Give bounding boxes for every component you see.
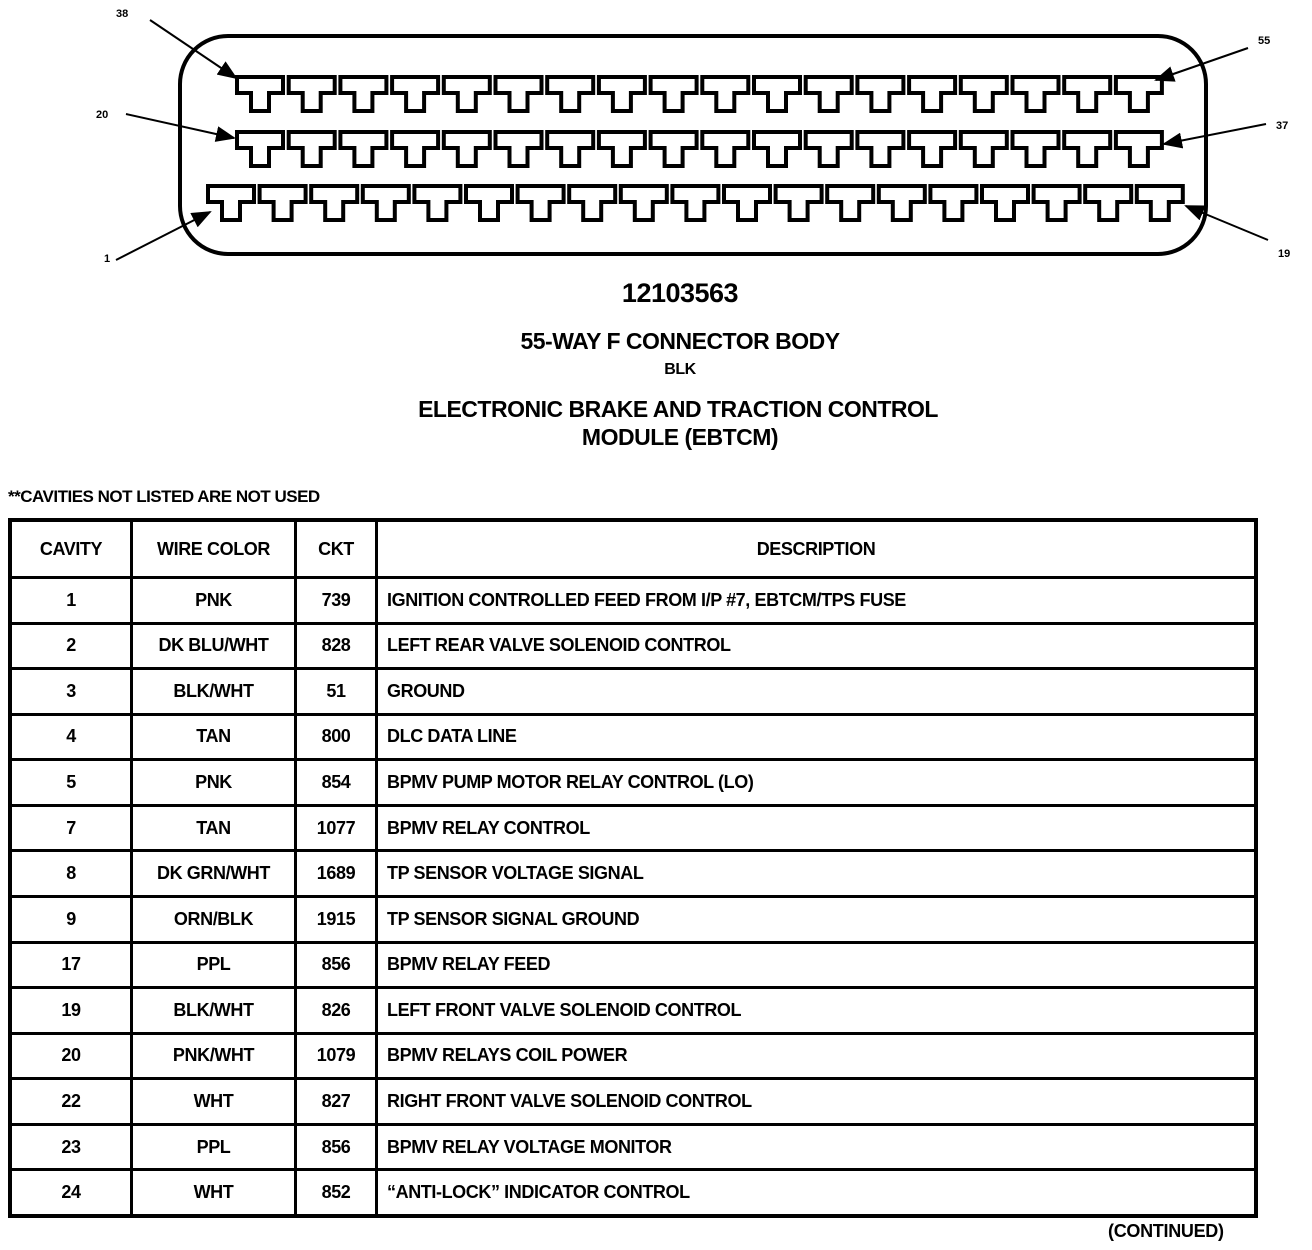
cavity-pin-32 xyxy=(857,132,903,166)
cavity-pin-20 xyxy=(237,132,283,166)
ckt-cell: 854 xyxy=(296,760,377,806)
wire-color-cell: TAN xyxy=(132,714,296,760)
cavity-pin-31 xyxy=(806,132,852,166)
ckt-cell: 739 xyxy=(296,578,377,624)
connector-color: BLK xyxy=(664,361,696,378)
pin-label-55: 55 xyxy=(1258,35,1271,47)
cavity-table xyxy=(8,518,1258,1218)
table-row xyxy=(10,805,1256,851)
ckt-cell: 51 xyxy=(296,669,377,715)
cavity-pin-44 xyxy=(547,77,593,111)
connector-pins xyxy=(208,77,1183,220)
cavity-pin-39 xyxy=(289,77,335,111)
cavity-cell: 3 xyxy=(10,669,132,715)
cavity-pin-42 xyxy=(444,77,490,111)
cavity-pin-53 xyxy=(1013,77,1059,111)
cavity-pin-45 xyxy=(599,77,645,111)
cavity-pin-16 xyxy=(982,186,1028,220)
pin-label-38: 38 xyxy=(116,8,129,20)
description-cell: GROUND xyxy=(377,669,1257,715)
ckt-cell: 828 xyxy=(296,623,377,669)
cavity-pin-48 xyxy=(754,77,800,111)
cavity-pin-15 xyxy=(930,186,976,220)
cavity-pin-17 xyxy=(1034,186,1080,220)
description-cell: TP SENSOR VOLTAGE SIGNAL xyxy=(377,851,1257,897)
ckt-cell: 856 xyxy=(296,942,377,988)
cavity-cell: 24 xyxy=(10,1170,132,1216)
cavity-pin-34 xyxy=(961,132,1007,166)
cavity-pin-11 xyxy=(724,186,770,220)
table-row xyxy=(10,669,1256,715)
cavity-pin-19 xyxy=(1137,186,1183,220)
table-row xyxy=(10,988,1256,1034)
description-cell: BPMV RELAY VOLTAGE MONITOR xyxy=(377,1124,1257,1170)
cavity-pin-29 xyxy=(702,132,748,166)
column-header-ckt: CKT xyxy=(296,520,377,578)
cavity-pin-43 xyxy=(496,77,542,111)
cavity-pin-27 xyxy=(599,132,645,166)
cavity-pin-28 xyxy=(651,132,697,166)
cavity-pin-25 xyxy=(496,132,542,166)
wire-color-cell: BLK/WHT xyxy=(132,669,296,715)
cavity-pin-23 xyxy=(392,132,438,166)
pin-label-19: 19 xyxy=(1278,248,1291,260)
description-cell: LEFT FRONT VALVE SOLENOID CONTROL xyxy=(377,988,1257,1034)
cavity-cell: 5 xyxy=(10,760,132,806)
cavity-cell: 9 xyxy=(10,896,132,942)
ckt-cell: 852 xyxy=(296,1170,377,1216)
cavity-pin-55 xyxy=(1116,77,1162,111)
part-number: 12103563 xyxy=(621,278,739,308)
wire-color-cell: TAN xyxy=(132,805,296,851)
cavity-cell: 4 xyxy=(10,714,132,760)
table-row xyxy=(10,1079,1256,1125)
cavity-pin-4 xyxy=(363,186,409,220)
column-header-description: DESCRIPTION xyxy=(377,520,1257,578)
cavity-pin-10 xyxy=(672,186,718,220)
wire-color-cell: BLK/WHT xyxy=(132,988,296,1034)
continued-note: (CONTINUED) xyxy=(1108,1221,1224,1241)
cavity-pin-12 xyxy=(776,186,822,220)
table-row xyxy=(10,1170,1256,1216)
table-row xyxy=(10,1033,1256,1079)
ckt-cell: 856 xyxy=(296,1124,377,1170)
description-cell: IGNITION CONTROLLED FEED FROM I/P #7, EBTCM/TPS FUSE xyxy=(377,578,1257,624)
cavity-cell: 2 xyxy=(10,623,132,669)
cavity-pin-49 xyxy=(806,77,852,111)
ckt-cell: 800 xyxy=(296,714,377,760)
cavity-pin-9 xyxy=(621,186,667,220)
module-title-line2: MODULE (EBTCM) xyxy=(581,424,779,450)
cavity-pin-8 xyxy=(569,186,615,220)
wire-color-cell: DK BLU/WHT xyxy=(132,623,296,669)
cavity-pin-38 xyxy=(237,77,283,111)
table-row xyxy=(10,760,1256,806)
wire-color-cell: ORN/BLK xyxy=(132,896,296,942)
table-row xyxy=(10,942,1256,988)
ckt-cell: 1079 xyxy=(296,1033,377,1079)
ckt-cell: 1915 xyxy=(296,896,377,942)
cavity-pin-30 xyxy=(754,132,800,166)
cavity-pin-37 xyxy=(1116,132,1162,166)
cavity-cell: 23 xyxy=(10,1124,132,1170)
ckt-cell: 827 xyxy=(296,1079,377,1125)
unused-cavities-note: **CAVITIES NOT LISTED ARE NOT USED xyxy=(8,487,320,506)
description-cell: RIGHT FRONT VALVE SOLENOID CONTROL xyxy=(377,1079,1257,1125)
cavity-pin-13 xyxy=(827,186,873,220)
description-cell: TP SENSOR SIGNAL GROUND xyxy=(377,896,1257,942)
table-row xyxy=(10,578,1256,624)
cavity-pin-41 xyxy=(392,77,438,111)
wire-color-cell: PPL xyxy=(132,942,296,988)
cavity-pin-47 xyxy=(702,77,748,111)
column-header-wire-color: WIRE COLOR xyxy=(132,520,296,578)
table-row xyxy=(10,714,1256,760)
cavity-pin-46 xyxy=(651,77,697,111)
connector-body-title: 55-WAY F CONNECTOR BODY xyxy=(520,328,840,354)
cavity-pin-35 xyxy=(1013,132,1059,166)
cavity-pin-7 xyxy=(518,186,564,220)
wire-color-cell: WHT xyxy=(132,1170,296,1216)
wire-color-cell: DK GRN/WHT xyxy=(132,851,296,897)
column-header-cavity: CAVITY xyxy=(10,520,132,578)
cavity-pin-5 xyxy=(414,186,460,220)
table-row xyxy=(10,623,1256,669)
pin-label-1: 1 xyxy=(104,253,111,265)
description-cell: LEFT REAR VALVE SOLENOID CONTROL xyxy=(377,623,1257,669)
table-row xyxy=(10,1124,1256,1170)
pin-37-leader xyxy=(1164,124,1266,144)
cavity-pin-1 xyxy=(208,186,254,220)
cavity-pin-2 xyxy=(260,186,306,220)
pin-55-leader xyxy=(1156,48,1248,80)
description-cell: BPMV RELAYS COIL POWER xyxy=(377,1033,1257,1079)
wire-color-cell: PPL xyxy=(132,1124,296,1170)
cavity-pin-40 xyxy=(340,77,386,111)
wire-color-cell: PNK xyxy=(132,760,296,806)
wire-color-cell: WHT xyxy=(132,1079,296,1125)
pin-label-20: 20 xyxy=(96,109,109,121)
cavity-pin-6 xyxy=(466,186,512,220)
ckt-cell: 1077 xyxy=(296,805,377,851)
pin-38-leader xyxy=(150,20,236,78)
cavity-pin-36 xyxy=(1064,132,1110,166)
cavity-cell: 1 xyxy=(10,578,132,624)
pin-1-leader xyxy=(116,212,210,260)
cavity-pin-54 xyxy=(1064,77,1110,111)
cavity-cell: 19 xyxy=(10,988,132,1034)
cavity-cell: 22 xyxy=(10,1079,132,1125)
table-header-row xyxy=(10,520,1256,578)
cavity-pin-50 xyxy=(857,77,903,111)
wire-color-cell: PNK xyxy=(132,578,296,624)
cavity-pin-3 xyxy=(311,186,357,220)
cavity-cell: 17 xyxy=(10,942,132,988)
table-row xyxy=(10,896,1256,942)
cavity-pin-22 xyxy=(340,132,386,166)
pin-label-37: 37 xyxy=(1276,120,1289,132)
cavity-pin-52 xyxy=(961,77,1007,111)
cavity-cell: 8 xyxy=(10,851,132,897)
cavity-cell: 7 xyxy=(10,805,132,851)
cavity-pin-14 xyxy=(879,186,925,220)
connector-diagram xyxy=(0,0,1312,280)
cavity-pin-18 xyxy=(1085,186,1131,220)
ckt-cell: 826 xyxy=(296,988,377,1034)
cavity-cell: 20 xyxy=(10,1033,132,1079)
cavity-pin-26 xyxy=(547,132,593,166)
cavity-pin-51 xyxy=(909,77,955,111)
cavity-pin-21 xyxy=(289,132,335,166)
module-title-line1: ELECTRONIC BRAKE AND TRACTION CONTROL xyxy=(418,396,938,422)
description-cell: BPMV RELAY CONTROL xyxy=(377,805,1257,851)
ckt-cell: 1689 xyxy=(296,851,377,897)
description-cell: BPMV RELAY FEED xyxy=(377,942,1257,988)
description-cell: BPMV PUMP MOTOR RELAY CONTROL (LO) xyxy=(377,760,1257,806)
description-cell: “ANTI-LOCK” INDICATOR CONTROL xyxy=(377,1170,1257,1216)
wire-color-cell: PNK/WHT xyxy=(132,1033,296,1079)
description-cell: DLC DATA LINE xyxy=(377,714,1257,760)
table-row xyxy=(10,851,1256,897)
cavity-pin-24 xyxy=(444,132,490,166)
cavity-pin-33 xyxy=(909,132,955,166)
